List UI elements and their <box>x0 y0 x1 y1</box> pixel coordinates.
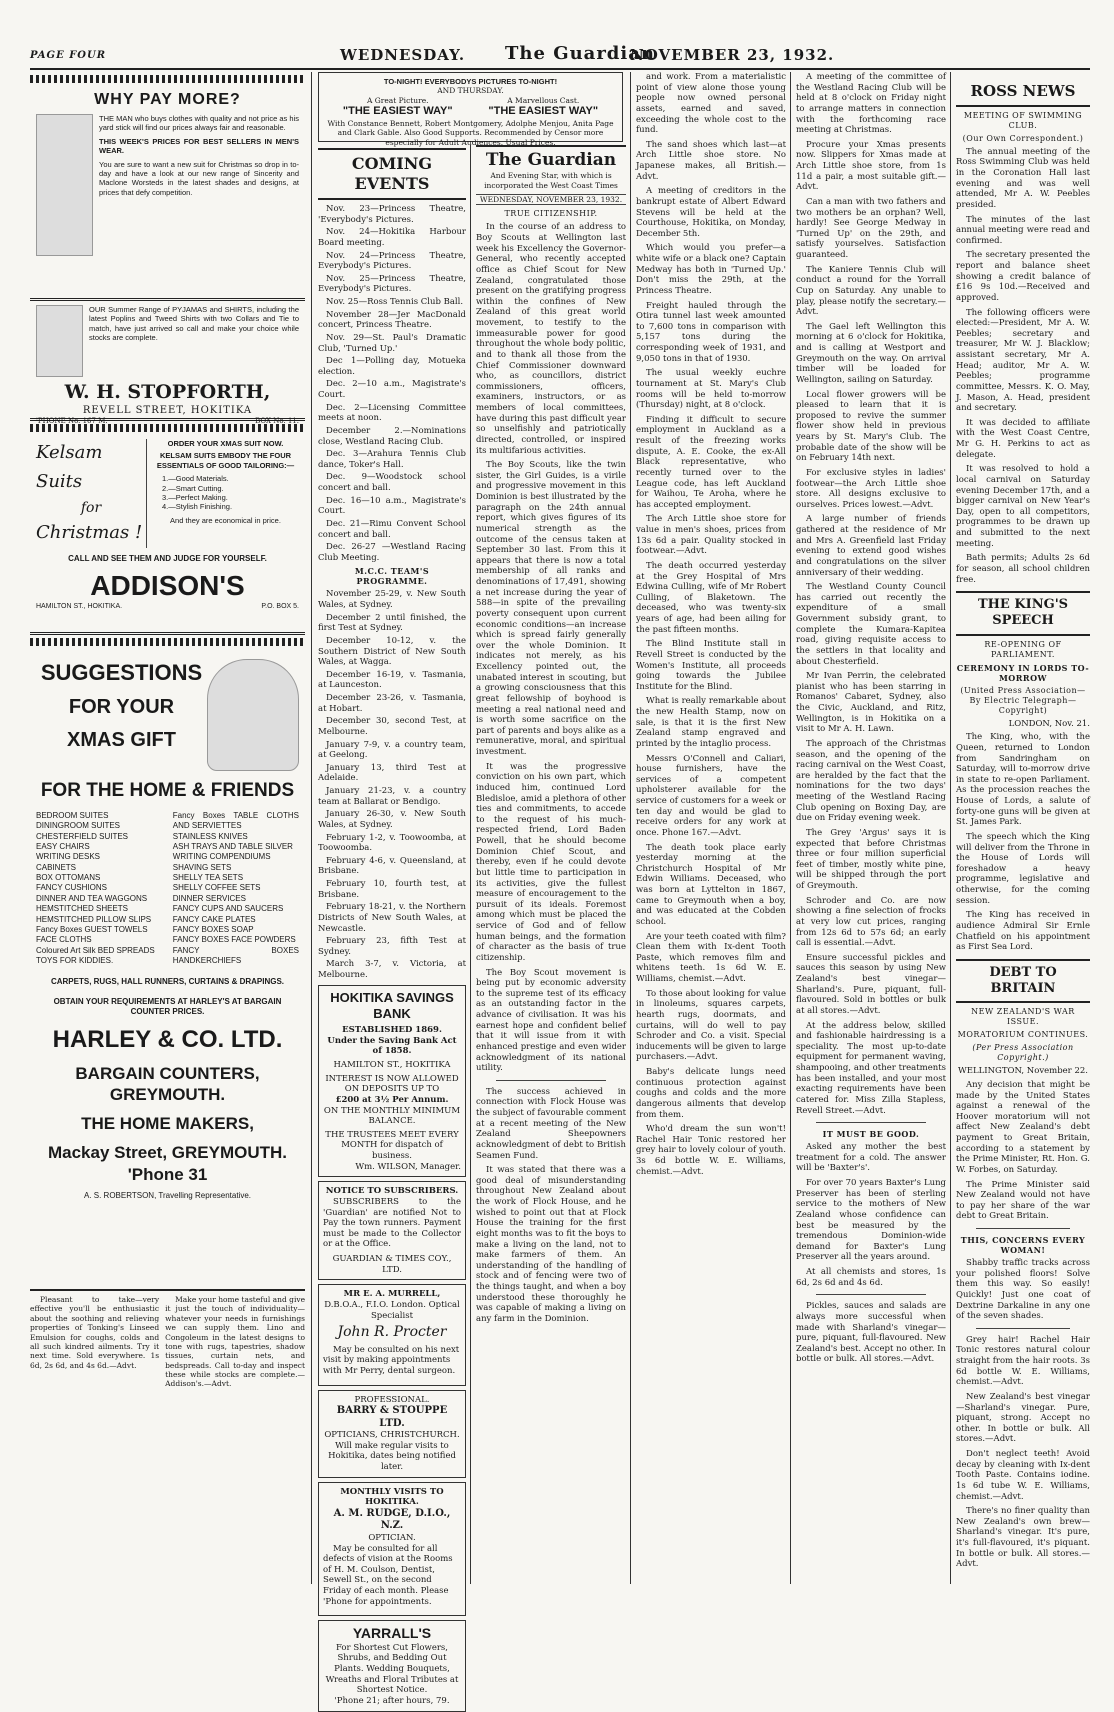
advertiser-address: Mackay Street, GREYMOUTH. 'Phone 31 <box>47 1143 287 1184</box>
news-paragraph: New Zealand's best vinegar—Sharland's vinegar. Pure, piquant, strong. Accept no other. In bottle or bulk. All stores.—Advt. <box>956 1391 1090 1445</box>
list-item: WRITING COMPENDIUMS <box>172 852 271 862</box>
list-item: 4.—Stylish Finishing. <box>162 502 233 512</box>
section-heading: NOTICE TO SUBSCRIBERS. <box>325 1186 459 1197</box>
news-paragraph: The minutes of the last annual meeting were read and confirmed. <box>956 214 1090 246</box>
pictures-ad <box>318 72 623 147</box>
news-paragraph: Can a man with two fathers and two mothers be an orphan? Well, hardly! See George Medway in 'Turned Up' on the 29th, and satisfy yourselves. Satisfaction guaranteed. <box>796 196 946 260</box>
ad-text: AND THURSDAY. <box>437 86 504 96</box>
ad-headline: SUGGESTIONS <box>40 660 203 685</box>
list-item: December 23-26, v. Tasmania, at Hobart. <box>318 693 466 714</box>
news-paragraph: Pickles, sauces and salads are always more successful when made with Sharland's vinegar—pure, piquant, full-flavoured. New Zealand's best. Accept no other. In bottle or bulk. All stores.—Advt. <box>796 1301 946 1365</box>
source-line: (United Press Association—By Electric Telegraph—Copyright) <box>960 685 1086 715</box>
section-heading: PROFESSIONAL. <box>354 1394 430 1405</box>
news-paragraph: For over 70 years Baxter's Lung Preserver has been of sterling service to the mothers of New Zealand whose confidence can best be measured by the tremendous Dominion-wide demand for Baxter's Lung Preserver all the years around. <box>796 1178 946 1263</box>
box: BOX No. 11. <box>255 417 299 426</box>
news-paragraph: Finding it difficult to secure employment in Auckland as a result of the freezing works dispute, A. E. Cooke, the ex-All Black representative, who recently turned over to the League code, has left Auckland for Waihou, Te Aroha, where he has accepted employment. <box>636 414 786 510</box>
film-title: "THE EASIEST WAY" <box>488 105 599 118</box>
advertiser-name: W. H. STOPFORTH, <box>64 381 271 403</box>
news-paragraph: Mr Ivan Perrin, the celebrated pianist who has been starring in Romanos' Cabaret, Sydney, also the Civic, Auckland, and Ritz, Wellington, is in Hokitika on a visit to Mr A. H. Lawn. <box>796 671 946 735</box>
list-item: Dec. 9—Woodstock school concert and ball. <box>318 472 466 493</box>
news-paragraph: Shabby traffic tracks across your polished floors! Solve them this way. So easily! Quickly! Just one coat of Dextrine Darkaline in any one of the seven shades. <box>956 1258 1090 1322</box>
advertiser-name: BARRY & STOUPPE LTD. <box>336 1405 448 1429</box>
list-item: HEMSTITCHED PILLOW SLIPS <box>36 914 152 924</box>
list-item: Nov. 25—Ross Tennis Club Ball. <box>326 297 464 307</box>
news-paragraph: Ensure successful pickles and sauces this season by using New Zealand's best vinegar—Sharland's. Pure, piquant, full-flavoured. Sold in bottles or bulk at all stores.—Advt. <box>796 952 946 1016</box>
script-heading: for <box>80 499 102 516</box>
news-paragraph: The Grey 'Argus' says it is expected that before Christmas three or four million superficial feet of timber, mostly white pine, will be shipped through the port of Greymouth. <box>796 827 946 891</box>
kings-speech-heading: THE KING'S SPEECH <box>956 591 1090 636</box>
ross-news-heading: ROSS NEWS <box>956 78 1090 107</box>
ad-text: Wm. WILSON, Manager. <box>355 1161 461 1172</box>
ad-text: THE TRUSTEES MEET EVERY MONTH for dispatch of business. <box>325 1129 459 1161</box>
news-paragraph: The following officers were elected:—President, Mr A. W. Peebles; secretary and treasurer, Mr W. J. Blacklow; assistant secretary, Mr A. Head; auditor, Mr A. W. Peebles; programme committee, Messrs. K. O. May, J. Mason, A. Head, president and secretary. <box>956 307 1090 414</box>
list-item: 1.—Good Materials. <box>162 474 229 484</box>
script-heading: Kelsam Suits <box>36 442 103 492</box>
day: WEDNESDAY. <box>340 46 466 64</box>
list-item: DINNER AND TEA WAGGONS <box>36 893 148 903</box>
news-paragraph: The King has received in audience Admiral Sir Ernle Chatfield on his appointment as First Sea Lord. <box>956 910 1090 953</box>
list-item: Dec. 21—Rimu Convent School concert and ball. <box>318 518 466 540</box>
notice-signature: GUARDIAN & TIMES COY., LTD. <box>332 1254 452 1275</box>
ad-text: Will make regular visits to Hokitika, dates being notified later. <box>328 1440 456 1472</box>
ad-text: A Marvellous Cast. <box>507 95 580 105</box>
advertiser-address: HAMILTON ST., HOKITIKA. <box>36 602 123 610</box>
list-item: SHELLY TEA SETS <box>172 873 244 883</box>
news-paragraph: The Gael left Wellington this morning at 6 o'clock for Hokitika, and is calling at Westport and Greymouth on the way. On arrival timber will be loaded for Wellington, sailing on Saturday. <box>796 321 946 385</box>
news-paragraph: The Prime Minister said New Zealand would not have to pay her share of the war debt to Great Britain. <box>956 1179 1090 1222</box>
notice-text: SUBSCRIBERS to the 'Guardian' are notified Not to Pay the town runners. Payment must be made to the Collector or at the Office. <box>323 1196 461 1250</box>
advt-paragraph: Make your home tasteful and give it just the touch of individuality—whatever your needs in furnishings we can supply them. Lino and Congoleum in the latest designs to tone with rugs, tapestries, shadow tissues, curtain nets, and bedspreads. Call to-day and inspect these while stocks are complete.—Addison's.—Advt. <box>165 1295 306 1389</box>
column-editorial: The Guardian And Evening Star, with which is incorporated the West Coast Times WEDNESDAY, NOVEMBER 23, 1932. TRUE CITIZENSHIP. In the course of an address to Boy Scouts at Wellington last week his Excellency the Governor-General, who recently accepted office as Chief Scout for New Zealand, congratulated those present on the gratifying progress within the confines of New Zealand of this great world movement, to testify to the immeasurable power for good throughout the whole body politic, and to thank all those from the Chief Commissioner downward who, as councillors, district commissioners, officers, examiners, instructors, or as members of local committees, have during this past difficult year so unselfishly and patriotically directed, controlled, or inspired its multifarious activities. The Boy Scouts, like the twin sister, the Girl Guides, is a virile and progressive movement in this Dominion is best illustrated by the paragraph on the 24th annual report, which gives figures of its numerical strength as the outcome of the census taken at September 30 last. From this it appears that there is now a total membership of all ranks and denominations of 17,491, showing a net increase during the year of 588—in spite of the prevailing poverty consequent upon current economic conditions—an increase which is spread fairly generally over the whole Dominion. It indicates not merely, as his Excellency pointed out, the unabated interest in scouting, but a growing consciousness that this great fellowship of boyhood is meeting a real national need and is worth some sacrifice on the part of parents and boys alike as a remunerative, moral, and spiritual investment. It was the progressive conviction on his own part, which induced him, continued Lord Bledisloe, amid a plethora of other ties and commitments, to accede to the request of his much-respected friend, Lord Baden Powell, that he should become Dominion Chief Scout, and thereby, even if he could devote but little time to participation in its activities, give the fullest measure of encouragement to the pursuit of its ideals. Foremost among which must be placed the service of God and of fellow human beings, and the formation of character as the basis of true citizenship. The Boy Scout movement is being put by economic adversity to the supreme test of its efficacy as an outstanding factor in the advance of civilisation. It was his earnest hope and confident belief that it will issue from it with enhanced prestige and even wider acknowledgment of its national utility. The success achieved in connection with Flock House was the subject of favourable comment at a recent meeting of the New Zealand Sheepowners acknowledgment of debt to British Seamen Fund. It was stated that there was a good deal of misunderstanding throughout New Zealand about the work of Flock House, and he wished to point out that at Flock House the training for the first eight months was to fit the boys to make a living on the land, not to make farmers of them. An understanding of the handling of stock and of fencing were two of the things taught, and when a boy understood these thoroughly he was capable of making a living on any farm in the Dominion. <box>476 145 626 1660</box>
ad-text: CALL AND SEE THEM AND JUDGE FOR YOURSELF. <box>68 553 267 563</box>
list-item: CHESTERFIELD SUITES <box>36 831 129 841</box>
news-paragraph: The Kaniere Tennis Club will conduct a round for the Yorrall Cup on Saturday. Any unable to play, please notify the secretary.—Advt. <box>796 264 946 318</box>
masthead: The Guardian <box>505 43 655 64</box>
ad-text: THIS WEEK'S PRICES FOR BEST SELLERS IN MEN'S WEAR. <box>99 136 299 156</box>
news-paragraph: A meeting of creditors in the bankrupt estate of Albert Edward Stevens will be held at the Courthouse, Hokitika, on Monday, December 5th. <box>636 186 786 239</box>
dateline: WELLINGTON, November 22. <box>958 1066 1088 1077</box>
list-item: EASY CHAIRS <box>36 841 90 851</box>
list-item: January 13, third Test at Adelaide. <box>318 762 466 784</box>
list-item: Dec. 3—Arahura Tennis Club dance, Toker's Hall. <box>318 449 466 470</box>
stopforth-ad-2 <box>30 301 305 426</box>
editorial-paragraph: In the course of an address to Boy Scouts at Wellington last week his Excellency the Governor-General, who recently accepted office as Chief Scout for New Zealand, congratulated those present on the gratifying progress within the confines of New Zealand of this great world movement, to testify to the immeasurable power for good throughout the whole body politic, and to thank all those from the Chief Commissioner downward who, as councillors, district commissioners, officers, examiners, instructors, or as members of local committees, have during this past difficult year so unselfishly and patriotically directed, controlled, or inspired its multifarious activities. <box>476 222 626 456</box>
ad-text: You are sure to want a new suit for Christmas so drop in to-day and have a look at our new range of Sincerity and Maclone Worsteds in the latest shades and designs, at prices that defy competition. <box>99 159 299 197</box>
news-paragraph: Grey hair! Rachel Hair Tonic restores natural colour straight from the hair roots. 3s 6d bottle W. E. Williams, chemist.—Advt. <box>956 1334 1090 1388</box>
news-paragraph: The death occurred yesterday at the Grey Hospital of Mrs Edwina Culling, wife of Mr Robert Culling, of Blaketown. The deceased, who was twenty-six years of age, had been ailing for the past fifteen months. <box>636 560 786 635</box>
ad-text: BARGAIN COUNTERS, GREYMOUTH. <box>75 1063 260 1104</box>
list-item: November 25-29, v. New South Wales, at Sydney. <box>318 589 466 610</box>
news-paragraph: Local flower growers will be pleased to learn that it is proposed to revive the summer flower show held in previous years by St. Mary's Club. The probable date of the show will be on February 14th next. <box>796 389 946 464</box>
list-item: December 16-19, v. Tasmania, at Launceston. <box>318 669 466 691</box>
phone: 'Phone 21; after hours, 79. <box>334 1695 450 1706</box>
list-item: DINNER SERVICES <box>172 893 246 903</box>
coming-events-heading: COMING EVENTS <box>318 148 466 200</box>
ad-text: OPTICIANS, CHRISTCHURCH. <box>324 1430 460 1441</box>
news-paragraph: and work. From a materialistic point of view alone those young people now owned personal assets, earned and saved, exceeding the whole cost to the fund. <box>636 72 786 136</box>
advertiser-name: HARLEY & CO. LTD. <box>52 1025 283 1053</box>
news-paragraph: The annual meeting of the Ross Swimming Club was held in the Coronation Hall last evening and was well attended, Mr A. W. Peebles presided. <box>956 146 1090 210</box>
news-paragraph: Baby's delicate lungs need continuous protection against coughs and colds and the more dangerous ailments that develop from them. <box>636 1067 786 1120</box>
box: P.O. BOX 5. <box>261 602 299 610</box>
list-item: January 7-9, v. a country team, at Geelong. <box>318 739 466 761</box>
list-item: Nov. 29—St. Paul's Dramatic Club, 'Turned Up.' <box>318 332 466 354</box>
ad-text: May be consulted on his next visit by making appointments with Mr Perry, dental surgeon. <box>323 1344 460 1376</box>
list-item: February 10, fourth test, at Brisbane. <box>318 879 466 900</box>
news-paragraph: The Arch Little shoe store for value in men's shoes, prices from 13s 6d a pair. Quality stocked in footwear.—Advt. <box>636 514 786 557</box>
ad-text: And they are economical in price. <box>170 515 281 525</box>
news-paragraph: The secretary presented the report and balance sheet showing a credit balance of £16 9s 10d.—Received and approved. <box>956 250 1090 303</box>
news-paragraph: Any decision that might be made by the United States against a renewal of the Hoover moratorium will not affect New Zealand's debt payment to Great Britain, according to a statement by the Prime Minister, Rt. Hon. G. W. Forbes, on Saturday. <box>956 1079 1090 1175</box>
list-item: Coloured Art Silk BED SPREADS <box>36 945 155 955</box>
page-header <box>30 42 1090 70</box>
list-item: BOX OTTOMANS <box>36 873 101 883</box>
ad-text: A Great Picture. <box>366 95 429 105</box>
list-item: January 26-30, v. New South Wales, at Sydney. <box>318 809 466 830</box>
section-heading: M.C.C. TEAM'S PROGRAMME. <box>354 566 430 587</box>
news-paragraph: At all chemists and stores, 1s 6d, 2s 6d and 4s 6d. <box>796 1267 946 1288</box>
pyjamas-illustration <box>36 305 83 377</box>
list-item: Dec. 26-27 —Westland Racing Club Meeting. <box>318 542 466 563</box>
list-item: HEMSTITCHED SHEETS <box>36 904 129 914</box>
coming-events-list <box>318 204 466 563</box>
list-item: FANCY CUSHIONS <box>36 883 107 893</box>
ad-headline: WHY PAY MORE? <box>94 91 241 108</box>
ad-text: May be consulted for all defects of vision at the Rooms of H. M. Coulson, Dentist, Sewell St., on the second Friday of each month. Please 'Phone for appointments. <box>323 1543 453 1607</box>
news-paragraph: Freight hauled through the Otira tunnel last week amounted to 7,600 tons in comparison with 5,157 tons during the corresponding week of 1931, and 9,050 tons in that of 1930. <box>636 300 786 364</box>
news-paragraph: The speech which the King will deliver from the Throne in the House of Lords will foreshadow a heavy programme, legislative and otherwise, for the coming session. <box>956 831 1090 906</box>
list-item: FANCY BOXES FACE POWDERS <box>172 935 296 945</box>
list-item: February 23, fifth Test at Sydney. <box>318 936 466 957</box>
mcc-programme <box>318 589 466 980</box>
notice-subscribers <box>318 1181 466 1280</box>
advt-paragraph: Pleasant to take—very effective you'll be enthusiastic about the soothing and relieving properties of Tonking's Linseed Emulsion for coughs, colds and all such kindred ailments. Try it next time. Sold everywhere. 1s 6d, 2s 6d, and 4s 6d.—Advt. <box>30 1295 160 1370</box>
advertiser-name: ADDISON'S <box>90 569 245 601</box>
ad-text: INTEREST IS NOW ALLOWED ON DEPOSITS UP TO <box>325 1073 459 1095</box>
news-paragraph: A meeting of the committee of the Westland Racing Club will be held at 8 o'clock on Friday night to arrange matters in connection with the forthcoming race meeting at Christmas. <box>796 72 946 136</box>
news-paragraph: The approach of the Christmas season, and the opening of the racing carnival on the West Coast, are heralded by the fact that the nominations for the two days' meeting of the Westland Racing Club opening on Boxing Day, are due on Friday evening week. <box>796 738 946 824</box>
ad-text: With Constance Bennett, Robert Montgomery, Adolphe Menjou, Anita Page and Clark Gable. Also Good Supports. Recommended by Censor more especially for Adult Audiences. Usual Prices. <box>327 118 614 147</box>
rudge-ad <box>318 1482 466 1617</box>
list-item: February 4-6, v. Queensland, at Brisbane. <box>318 855 466 877</box>
list-item: CABINETS <box>36 862 77 872</box>
list-item: WRITING DESKS <box>36 852 101 862</box>
ad-text: OPTICIAN. <box>368 1532 416 1543</box>
list-item: December 2.—Nominations close, Westland Racing Club. <box>318 425 466 447</box>
savings-bank-ad <box>318 985 466 1178</box>
news-paragraph: Who'd dream the sun won't! Rachel Hair Tonic restored her grey hair to lovely colour of youth. 3s 6d bottle W. E. Williams, chemist.—Advt. <box>636 1124 786 1177</box>
section-heading: THIS, CONCERNS EVERY WOMAN! <box>960 1235 1086 1255</box>
news-paragraph: Asked any mother the best treatment for a cold. The answer will be 'Baxter's'. <box>796 1142 946 1174</box>
news-paragraph: Which would you prefer—a white wife or a black one? Captain Medway has both in 'Turned Up.' Don't miss the 29th, at the Princess Theatre. <box>636 243 786 296</box>
list-item: FANCY CAKE PLATES <box>172 914 256 924</box>
editorial-dateline: WEDNESDAY, NOVEMBER 23, 1932. <box>476 194 626 205</box>
ad-headline: TO-NIGHT! EVERYBODYS PICTURES TO-NIGHT! <box>383 77 558 86</box>
list-item: FACE CLOTHS <box>36 935 92 945</box>
ad-headline: FOR THE HOME & FRIENDS <box>40 780 295 801</box>
source-line: (Per Press Association Copyright.) <box>972 1043 1074 1063</box>
section-subheading: MEETING OF SWIMMING CLUB. <box>963 110 1083 130</box>
ad-text: ON THE MONTHLY MINIMUM BALANCE. <box>323 1105 461 1127</box>
section-subheading: RE-OPENING OF PARLIAMENT. <box>984 639 1062 659</box>
list-item: Dec 1—Polling day, Motueka election. <box>318 356 466 377</box>
dateline: LONDON, Nov. 21. <box>1008 718 1090 729</box>
news-paragraph: Schroder and Co. are now showing a fine selection of frocks at very low cut prices, ranging from 12s 6d to 57s 6d; an early call is essential.—Advt. <box>796 895 946 949</box>
news-paragraph: To those about looking for value in linoleums, squares carpets, hearth rugs, doormats, and curtains, will do well to pay Schroder and Co. a visit. Special inducements will be given to large purchasers.—Advt. <box>636 988 786 1063</box>
advertiser-name: MR E. A. MURRELL, <box>343 1289 441 1300</box>
section-subheading: CEREMONY IN LORDS TO-MORROW <box>956 662 1090 683</box>
list-item: Dec. 2—Licensing Committee meets at noon. <box>318 402 466 424</box>
editorial-title: TRUE CITIZENSHIP. <box>504 209 598 219</box>
ad-headline: FOR YOUR <box>68 695 175 718</box>
news-paragraph: It was resolved to hold a local carnival on Saturday evening December 17th, and a bigger carnival on New Year's Day, open to all competitors, programmes to be drawn up and submitted to the next meeting. <box>956 464 1090 549</box>
ad-text: Under the Saving Bank Act of 1858. <box>327 1035 457 1057</box>
ad-headline: XMAS GIFT <box>67 728 176 751</box>
news-paragraph: At the address below, skilled and fashionable hairdressing is a speciality. The most up-to-date equipment for permanent waving, shampooing, and other treatments has been installed, and your most exacting requirements have been catered for. Miss Zilla Stapless, Revell Street.—Advt. <box>796 1020 946 1116</box>
news-paragraph: There's no finer quality than New Zealand's own brew—Sharland's vinegar. It's pure, it's full-flavoured, it's piquant. In bottle or bulk. All stores.—Advt. <box>956 1506 1090 1570</box>
list-item: February 18-21, v. the Northern Districts of New South Wales, at Newcastle. <box>318 902 466 934</box>
editorial-masthead: The Guardian <box>476 145 626 171</box>
section-subheading: MORATORIUM CONTINUES. <box>957 1030 1089 1040</box>
ad-text: A. S. ROBERTSON, Travelling Representative. <box>83 1190 252 1200</box>
ad-text: ESTABLISHED 1869. <box>342 1025 442 1036</box>
film-title: "THE EASIEST WAY" <box>342 105 453 118</box>
news-paragraph: The King, who, with the Queen, returned to London from Sandringham on Saturday, will to-morrow drive in state to re-open Parliament. As the procession reaches the House of Lords, a salute of forty-one guns will be given at St. James Park. <box>956 732 1090 828</box>
list-item: FANCY BOXES SOAP <box>172 925 254 935</box>
ad-text: £200 at 3½ Per Annum. <box>335 1094 449 1105</box>
list-item: SHAVING SETS <box>172 862 232 872</box>
list-item: SHELLY COFFEE SETS <box>172 883 261 893</box>
list-item: DININGROOM SUITES <box>36 821 121 831</box>
section-heading: IT MUST BE GOOD. <box>822 1129 920 1140</box>
section-heading: MONTHLY VISITS TO HOKITIKA. <box>340 1486 444 1508</box>
list-item: Nov. 23—Princess Theatre, 'Everybody's Pictures. <box>318 204 466 225</box>
column-news-3 <box>956 72 1090 1587</box>
phone: 'PHONE No. 167 M. <box>36 417 108 426</box>
news-paragraph: The Blind Institute stall in Revell Street is conducted by the Women's Institute, all proceeds going towards the Jubilee Institute for the Blind. <box>636 639 786 692</box>
date: NOVEMBER 23, 1932. <box>630 46 835 64</box>
barry-ad <box>318 1390 466 1478</box>
list-item: Fancy Boxes GUEST TOWELS <box>36 925 148 935</box>
news-paragraph: The sand shoes which last—at Arch Little shoe store. No Japanese makes, all British.—Advt. <box>636 139 786 182</box>
ad-text: ORDER YOUR XMAS SUIT NOW. <box>167 439 284 448</box>
list-item: Dec. 2—10 a.m., Magistrate's Court. <box>318 379 466 400</box>
list-item: BEDROOM SUITES <box>36 810 109 820</box>
advertiser-name: A. M. RUDGE, D.I.O., N.Z. <box>333 1507 451 1532</box>
ad-text: CARPETS, RUGS, HALL RUNNERS, CURTAINS & DRAPINGS. <box>50 976 285 986</box>
list-item: Nov. 25—Princess Theatre, Everybody's Pictures. <box>318 273 466 295</box>
list-item: Dec. 16—10 a.m., Magistrate's Court. <box>318 495 466 517</box>
editorial-paragraph: The success achieved in connection with Flock House was the subject of favourable comment at a recent meeting of the New Zealand Sheepowners acknowledgment of debt to British Seamen Fund. <box>476 1086 626 1161</box>
news-paragraph: Are your teeth coated with film? Clean them with Ix-dent Tooth Paste, which removes film and whitens teeth. 1s 6d W. E. Williams, chemist.—Advt. <box>636 931 786 984</box>
news-paragraph: Don't neglect teeth! Avoid decay by cleaning with Ix-dent Tooth Paste. Contains iodine. 1s 6d tube W. E. Williams, chemist.—Advt. <box>956 1449 1090 1502</box>
list-item: December 10-12, v. the Southern District of New South Wales, at Wagga. <box>318 635 466 668</box>
column-news-2 <box>796 72 946 1587</box>
news-paragraph: Bath permits; Adults 2s 6d for season, all school children free. <box>956 553 1090 585</box>
murrell-ad <box>318 1284 466 1385</box>
news-paragraph: It was decided to affiliate with the West Coast Centre, Mr G. H. Perkins to act as delegate. <box>956 417 1090 460</box>
column-ads <box>30 72 305 1592</box>
list-item: Nov. 24—Princess Theatre, Everybody's Pictures. <box>318 250 466 272</box>
correspondent-line: (Our Own Correspondent.) <box>962 133 1084 143</box>
yarrall-ad <box>318 1620 466 1711</box>
list-item: February 1-2, v. Toowoomba, at Toowoomba. <box>318 832 466 854</box>
list-item: ASH TRAYS AND TABLE SILVER <box>172 841 293 851</box>
list-item: FANCY BOXES HANDKERCHIEFS <box>172 945 299 966</box>
news-paragraph: What is really remarkable about the new Health Stamp, now on sale, is that it is the first New Zealand stamp engraved and printed by the intaglio process. <box>636 696 786 749</box>
list-item: Nov. 24—Hokitika Harbour Board meeting. <box>318 227 466 248</box>
advertiser-name: HOKITIKA SAVINGS BANK <box>330 989 454 1021</box>
ad-text: OBTAIN YOUR REQUIREMENTS AT HARLEY'S AT BARGAIN COUNTER PRICES. <box>53 996 282 1016</box>
list-item: January 21-23, v. a country team at Ballarat or Bendigo. <box>318 786 466 807</box>
ad-text: THE MAN who buys clothes with quality and not price as his yard stick will find our prices always fair and reasonable. <box>99 114 299 133</box>
news-paragraph: Messrs O'Connell and Caliari, house furnishers, have the services of a competent upholsterer available for the service of customers for a week or ten day and would be glad to receive orders for any work at once. Phone 167.—Advt. <box>636 753 786 838</box>
list-item: December 2 until finished, the first Test at Sydney. <box>318 612 466 634</box>
column-news-1 <box>636 72 786 1587</box>
editorial-tagline: And Evening Star, with which is incorporated the West Coast Times <box>484 171 618 190</box>
list-item: Fancy Boxes TABLE CLOTHS AND SERVIETTES <box>172 810 299 831</box>
list-item: FANCY CUPS AND SAUCERS <box>172 904 284 914</box>
advertiser-name: YARRALL'S <box>352 1625 432 1642</box>
figure-man-illustration <box>36 114 93 256</box>
news-paragraph: A large number of friends gathered at the residence of Mr and Mrs A. Greenfield last Friday evening to extend good wishes and congratulations on the silver anniversary of their wedding. <box>796 514 946 578</box>
news-paragraph: The Westland County Council has carried out recently the expenditure of a small Government subsidy grant, to complete the Kumara-Kapitea road, giving requisite access to the settlers in that locality and about Chesterfield. <box>796 582 946 667</box>
list-item: November 28—Jer MacDonald concert, Princess Theatre. <box>318 309 466 331</box>
harley-ad <box>30 649 305 1289</box>
list-item: March 3-7, v. Victoria, at Melbourne. <box>318 959 466 980</box>
ad-text: KELSAM SUITS EMBODY THE FOUR ESSENTIALS OF GOOD TAILORING:— <box>156 451 295 470</box>
procter-logo: John R. Procter <box>337 1324 447 1341</box>
news-paragraph: The usual weekly euchre tournament at St. Mary's Club rooms will be held to-morrow (Thursday) night, at 8 o'clock. <box>636 368 786 411</box>
advertiser-address: HAMILTON ST., HOKITIKA <box>333 1060 451 1070</box>
page-number: PAGE FOUR <box>30 50 107 61</box>
news-paragraph: For exclusive styles in ladies' footwear—the Arch Little shoe store. All designs exclusive to ourselves. Prices lowest.—Advt. <box>796 467 946 510</box>
news-paragraph: The death took place early yesterday morning at the Christchurch Hospital of Mr Edwin Williams. Deceased, who was born at Lyttelton in 1867, came to Greymouth when a boy, and was educated at the Cobden school. <box>636 842 786 927</box>
news-paragraph: Procure your Xmas presents now. Slippers for Xmas made at Arch Little shoe store, from 1s 11d a pair, a most suitable gift.—Advt. <box>796 139 946 193</box>
list-item: TOYS FOR KIDDIES. <box>36 956 114 966</box>
section-subheading: NEW ZEALAND'S WAR ISSUE. <box>971 1007 1075 1027</box>
script-heading: Christmas ! <box>36 521 143 543</box>
addison-ad <box>30 435 305 635</box>
santa-illustration <box>207 659 299 771</box>
harley-list-right <box>173 811 299 967</box>
harley-list-left <box>36 811 162 967</box>
ad-text: For Shortest Cut Flowers, Shrubs, and Bedding Out Plants. Wedding Bouquets, Wreaths and Floral Tributes at Shortest Notice. <box>325 1642 459 1696</box>
ad-text: OUR Summer Range of PYJAMAS and SHIRTS, including the latest Poplins and Tweed Shirts with two Collars and Tie to match, have just arrived so call and make your choice while stocks are complete. <box>89 305 299 343</box>
debt-heading: DEBT TO BRITAIN <box>956 959 1090 1004</box>
list-item: STAINLESS KNIVES <box>172 831 248 841</box>
stopforth-ad <box>30 86 305 301</box>
ad-text: D.B.O.A., F.I.O. London. Optical Specialist <box>324 1299 460 1321</box>
list-item: 3.—Perfect Making. <box>162 492 228 502</box>
advertiser-address: REVELL STREET, HOKITIKA <box>82 404 253 416</box>
list-item: 2.—Smart Cutting. <box>162 483 224 493</box>
ad-text: THE HOME MAKERS, <box>81 1114 254 1134</box>
list-item: December 30, second Test, at Melbourne. <box>318 716 466 737</box>
